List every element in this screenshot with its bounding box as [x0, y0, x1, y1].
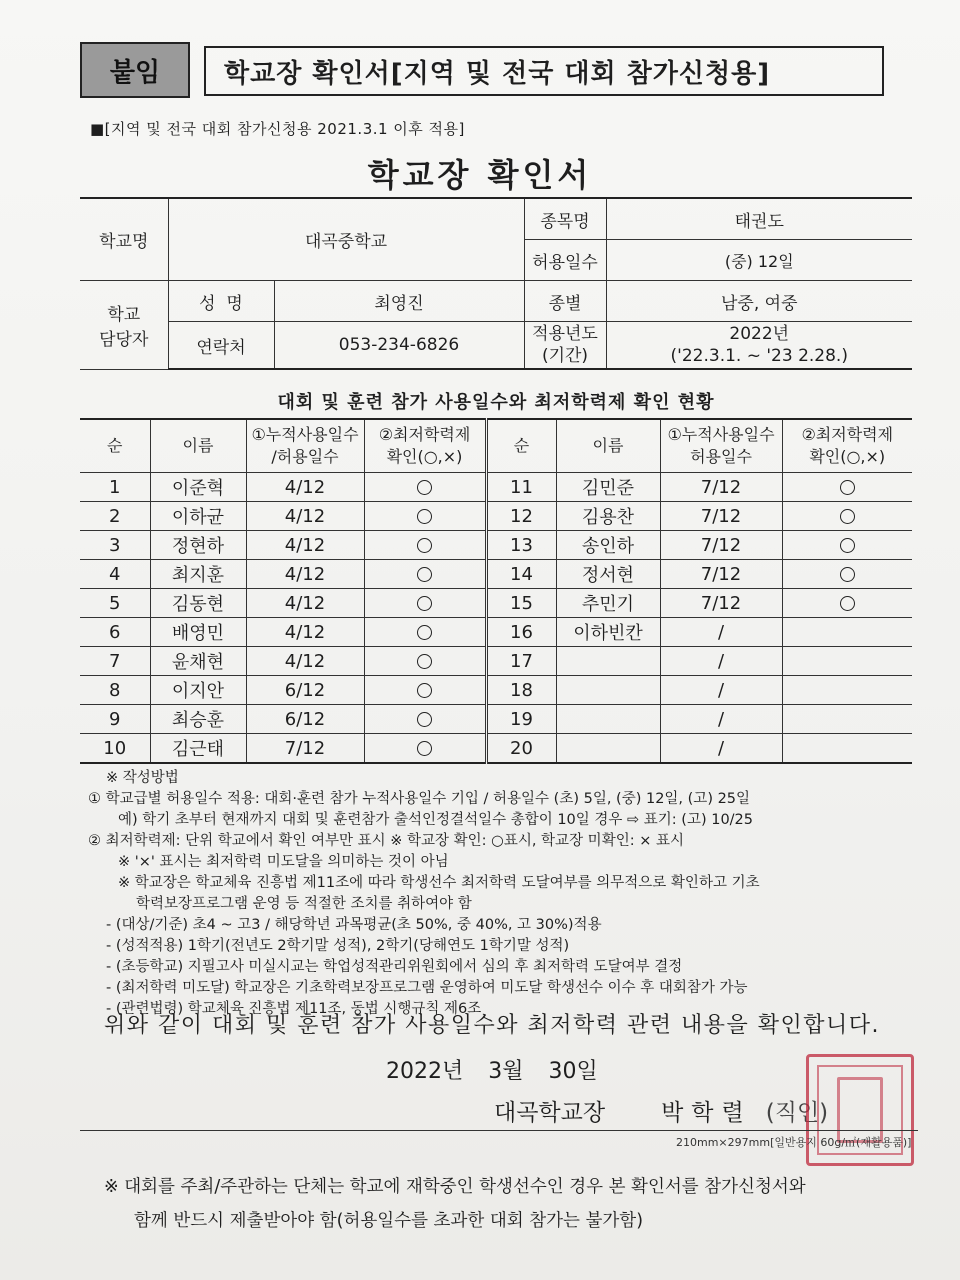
principal-name: 박학렬	[661, 1100, 752, 1126]
section-heading: 대회 및 훈련 참가 사용일수와 최저학력제 확인 현황	[277, 392, 715, 413]
athlete-name	[556, 705, 660, 734]
athlete-no: 15	[486, 589, 556, 618]
check-circle-icon	[840, 567, 855, 582]
athlete-days: /	[660, 676, 782, 705]
athlete-name: 이지안	[150, 676, 246, 705]
athlete-check	[782, 560, 912, 589]
athlete-days: 7/12	[660, 473, 782, 502]
athlete-check	[364, 676, 486, 705]
check-circle-icon	[840, 538, 855, 553]
athlete-name: 정서현	[556, 560, 660, 589]
check-circle-icon	[840, 509, 855, 524]
check-circle-icon	[840, 596, 855, 611]
athlete-check	[782, 647, 912, 676]
check-circle-icon	[417, 625, 432, 640]
check-circle-icon	[417, 741, 432, 756]
check-circle-icon	[840, 480, 855, 495]
athlete-days: /	[660, 647, 782, 676]
seal-label: (직인)	[765, 1100, 829, 1126]
athlete-check	[364, 705, 486, 734]
athlete-name	[556, 647, 660, 676]
header-no-left: 순	[80, 419, 150, 473]
athlete-name: 이하빈칸	[556, 618, 660, 647]
athlete-check	[782, 473, 912, 502]
paper-spec: 210mm×297mm[일반용지 60g/㎡(재활용품)]	[676, 1136, 912, 1149]
athlete-no: 1	[80, 473, 150, 502]
athlete-name: 정현하	[150, 531, 246, 560]
athlete-name: 이하균	[150, 502, 246, 531]
table-row	[80, 618, 912, 647]
athlete-days: 7/12	[660, 502, 782, 531]
school-name-value: 대곡중학교	[168, 198, 524, 281]
document-title: 학교장 확인서[지역 및 전국 대회 참가신청용]	[224, 58, 771, 89]
apply-year-label	[524, 322, 606, 370]
table-row	[80, 502, 912, 531]
athlete-no: 7	[80, 647, 150, 676]
athlete-check	[782, 676, 912, 705]
athlete-days: /	[660, 705, 782, 734]
contact-person-label-line2: 담당자	[99, 329, 149, 350]
athlete-check	[364, 589, 486, 618]
contact-person-label-line1: 학교	[107, 304, 141, 325]
confirmation-sentence: 위와 같이 대회 및 훈련 참가 사용일수와 최저학력 관련 내용을 확인합니다.	[104, 1013, 880, 1038]
athlete-check	[364, 502, 486, 531]
athlete-no: 20	[486, 734, 556, 764]
division-value: 남중, 여중	[606, 281, 912, 322]
date-year: 2022년	[386, 1059, 464, 1084]
instruction-line: - (최저학력 미도달) 학교장은 기초학력보장프로그램 운영하여 미도달 학생선수 이수 후 대회참가 가능	[106, 980, 748, 996]
athlete-days: 4/12	[246, 502, 364, 531]
athlete-days: /	[660, 618, 782, 647]
athlete-name: 이준혁	[150, 473, 246, 502]
header-days-left	[246, 419, 364, 473]
instruction-line: - (대상/기준) 초4 ~ 고3 / 해당학년 과목평균(초 50%, 중 40%, 고 30%)적용	[106, 917, 602, 933]
athlete-check	[364, 647, 486, 676]
athlete-no: 16	[486, 618, 556, 647]
athlete-name	[556, 734, 660, 764]
table-row	[80, 705, 912, 734]
apply-year-label-line1: 적용년도	[532, 324, 598, 344]
check-circle-icon	[417, 683, 432, 698]
header-academic-left	[364, 419, 486, 473]
instruction-line: ※ '×' 표시는 최저학력 미도달을 의미하는 것이 아님	[118, 854, 449, 870]
athlete-name: 김민준	[556, 473, 660, 502]
header-academic-right	[782, 419, 912, 473]
instruction-line: ① 학교급별 허용일수 적용: 대회·훈련 참가 누적사용일수 기입 / 허용일수 (초) 5일, (중) 12일, (고) 25일	[88, 791, 751, 807]
instruction-line: - (관련법령) 학교체육 진흥법 제11조, 동법 시행규칙 제6조	[106, 1001, 482, 1017]
check-circle-icon	[417, 480, 432, 495]
athlete-no: 5	[80, 589, 150, 618]
athlete-check	[364, 560, 486, 589]
athlete-no: 18	[486, 676, 556, 705]
table-row	[80, 589, 912, 618]
instruction-line: ※ 학교장은 학교체육 진흥법 제11조에 따라 학생선수 최저학력 도달여부를 의무적으로 확인하고 기초	[118, 875, 760, 891]
athlete-days: 4/12	[246, 618, 364, 647]
footer-note	[104, 1170, 904, 1238]
athlete-no: 14	[486, 560, 556, 589]
event-value: 태권도	[606, 198, 912, 240]
table-row	[80, 734, 912, 764]
apply-year-label-line2: (기간)	[541, 346, 589, 366]
check-circle-icon	[417, 538, 432, 553]
athlete-days: 7/12	[246, 734, 364, 764]
table-row	[80, 531, 912, 560]
athlete-name: 김동현	[150, 589, 246, 618]
instruction-line: ② 최저학력제: 단위 학교에서 확인 여부만 표시 ※ 학교장 확인: ○표시, 학교장 미확인: × 표시	[88, 833, 684, 849]
contact-person-label	[80, 281, 168, 370]
header-academic-line2: 확인(○,×)	[386, 447, 463, 466]
roster-header-row	[80, 419, 912, 473]
division-label: 종별	[524, 281, 606, 322]
instruction-line: - (성적적용) 1학기(전년도 2학기말 성적), 2학기(당해연도 1학기말 성적)	[106, 938, 570, 954]
check-circle-icon	[417, 712, 432, 727]
header-academic-line2: 확인(○,×)	[809, 447, 886, 466]
athlete-no: 12	[486, 502, 556, 531]
instruction-line: - (초등학교) 지필고사 미실시교는 학업성적관리위원회에서 심의 후 최저학력 도달여부 결정	[106, 959, 683, 975]
athlete-no: 3	[80, 531, 150, 560]
athlete-check	[364, 473, 486, 502]
athlete-days: 4/12	[246, 589, 364, 618]
attachment-label: 붙임	[80, 42, 190, 98]
check-circle-icon	[417, 509, 432, 524]
athlete-no: 9	[80, 705, 150, 734]
footer-line-2: 함께 반드시 제출받아야 함(허용일수를 초과한 대회 참가는 불가함)	[134, 1211, 644, 1231]
athlete-days: 4/12	[246, 531, 364, 560]
principal-title: 대곡학교장	[494, 1100, 606, 1126]
athlete-no: 10	[80, 734, 150, 764]
athlete-name: 김용찬	[556, 502, 660, 531]
athlete-check	[782, 618, 912, 647]
apply-year: 2022년	[729, 324, 790, 344]
athlete-days: 7/12	[660, 589, 782, 618]
writing-instructions	[88, 768, 918, 1020]
athlete-days: 4/12	[246, 473, 364, 502]
school-info-table	[80, 197, 912, 370]
athlete-days: /	[660, 734, 782, 764]
page-title: 학교장 확인서	[367, 156, 593, 194]
table-row	[80, 676, 912, 705]
athlete-no: 8	[80, 676, 150, 705]
athlete-check	[364, 531, 486, 560]
header-days-line2: /허용일수	[271, 447, 339, 466]
contact-phone-label: 연락처	[168, 322, 274, 370]
athlete-check	[782, 589, 912, 618]
apply-period: ('22.3.1. ~ '23 2.28.)	[670, 346, 848, 366]
footer-line-1: ※ 대회를 주최/주관하는 단체는 학교에 재학중인 학생선수인 경우 본 확인서를 참가신청서와	[104, 1177, 806, 1197]
athlete-days: 7/12	[660, 560, 782, 589]
athlete-check	[364, 734, 486, 764]
document-title-box	[204, 46, 884, 96]
athlete-name: 김근태	[150, 734, 246, 764]
instruction-line: 예) 학기 초부터 현재까지 대회 및 훈련참가 출석인정결석일수 총합이 10일 경우 ⇨ 표기: (고) 10/25	[118, 812, 754, 828]
athlete-check	[364, 618, 486, 647]
athlete-name: 윤채현	[150, 647, 246, 676]
contact-phone-value: 053-234-6826	[274, 322, 524, 370]
athlete-days: 7/12	[660, 531, 782, 560]
athlete-name: 최지훈	[150, 560, 246, 589]
header-academic-line1: ②최저학력제	[801, 425, 894, 444]
athlete-days: 4/12	[246, 560, 364, 589]
athlete-no: 13	[486, 531, 556, 560]
check-circle-icon	[417, 654, 432, 669]
date-day: 30일	[548, 1059, 598, 1084]
contact-name-label: 성 명	[168, 281, 274, 322]
athlete-name: 추민기	[556, 589, 660, 618]
athlete-name: 송인하	[556, 531, 660, 560]
athlete-check	[782, 502, 912, 531]
school-name-label: 학교명	[80, 198, 168, 281]
bottom-divider	[80, 1130, 918, 1131]
athlete-no: 19	[486, 705, 556, 734]
athlete-no: 4	[80, 560, 150, 589]
confirmation-date	[386, 1054, 598, 1085]
header-academic-line1: ②최저학력제	[378, 425, 471, 444]
athlete-name	[556, 676, 660, 705]
event-label: 종목명	[524, 198, 606, 240]
allowed-days-label: 허용일수	[524, 240, 606, 281]
athlete-name: 최승훈	[150, 705, 246, 734]
header-name-right: 이름	[556, 419, 660, 473]
athlete-days: 4/12	[246, 647, 364, 676]
header-name-left: 이름	[150, 419, 246, 473]
athlete-days: 6/12	[246, 705, 364, 734]
header-days-line1: ①누적사용일수	[251, 425, 359, 444]
athlete-roster-table	[80, 418, 912, 764]
apply-year-value	[606, 322, 912, 370]
athlete-check	[782, 705, 912, 734]
table-row	[80, 560, 912, 589]
athlete-check	[782, 531, 912, 560]
header-days-line2: 허용일수	[690, 447, 752, 466]
athlete-no: 17	[486, 647, 556, 676]
check-circle-icon	[417, 567, 432, 582]
athlete-check	[782, 734, 912, 764]
athlete-no: 11	[486, 473, 556, 502]
check-circle-icon	[417, 596, 432, 611]
athlete-no: 2	[80, 502, 150, 531]
allowed-days-value: (중) 12일	[606, 240, 912, 281]
table-row	[80, 473, 912, 502]
header-no-right: 순	[486, 419, 556, 473]
table-row	[80, 647, 912, 676]
athlete-name: 배영민	[150, 618, 246, 647]
principal-signature-line	[494, 1094, 828, 1127]
application-note: ■[지역 및 전국 대회 참가신청용 2021.3.1 이후 적용]	[90, 120, 465, 138]
instruction-line: 학력보장프로그램 운영 등 적절한 조치를 취하여야 함	[136, 896, 472, 912]
header-days-line1: ①누적사용일수	[667, 425, 775, 444]
contact-name-value: 최영진	[274, 281, 524, 322]
date-month: 3월	[488, 1059, 524, 1084]
header-days-right	[660, 419, 782, 473]
athlete-days: 6/12	[246, 676, 364, 705]
athlete-no: 6	[80, 618, 150, 647]
instruction-line: ※ 작성방법	[106, 770, 179, 786]
